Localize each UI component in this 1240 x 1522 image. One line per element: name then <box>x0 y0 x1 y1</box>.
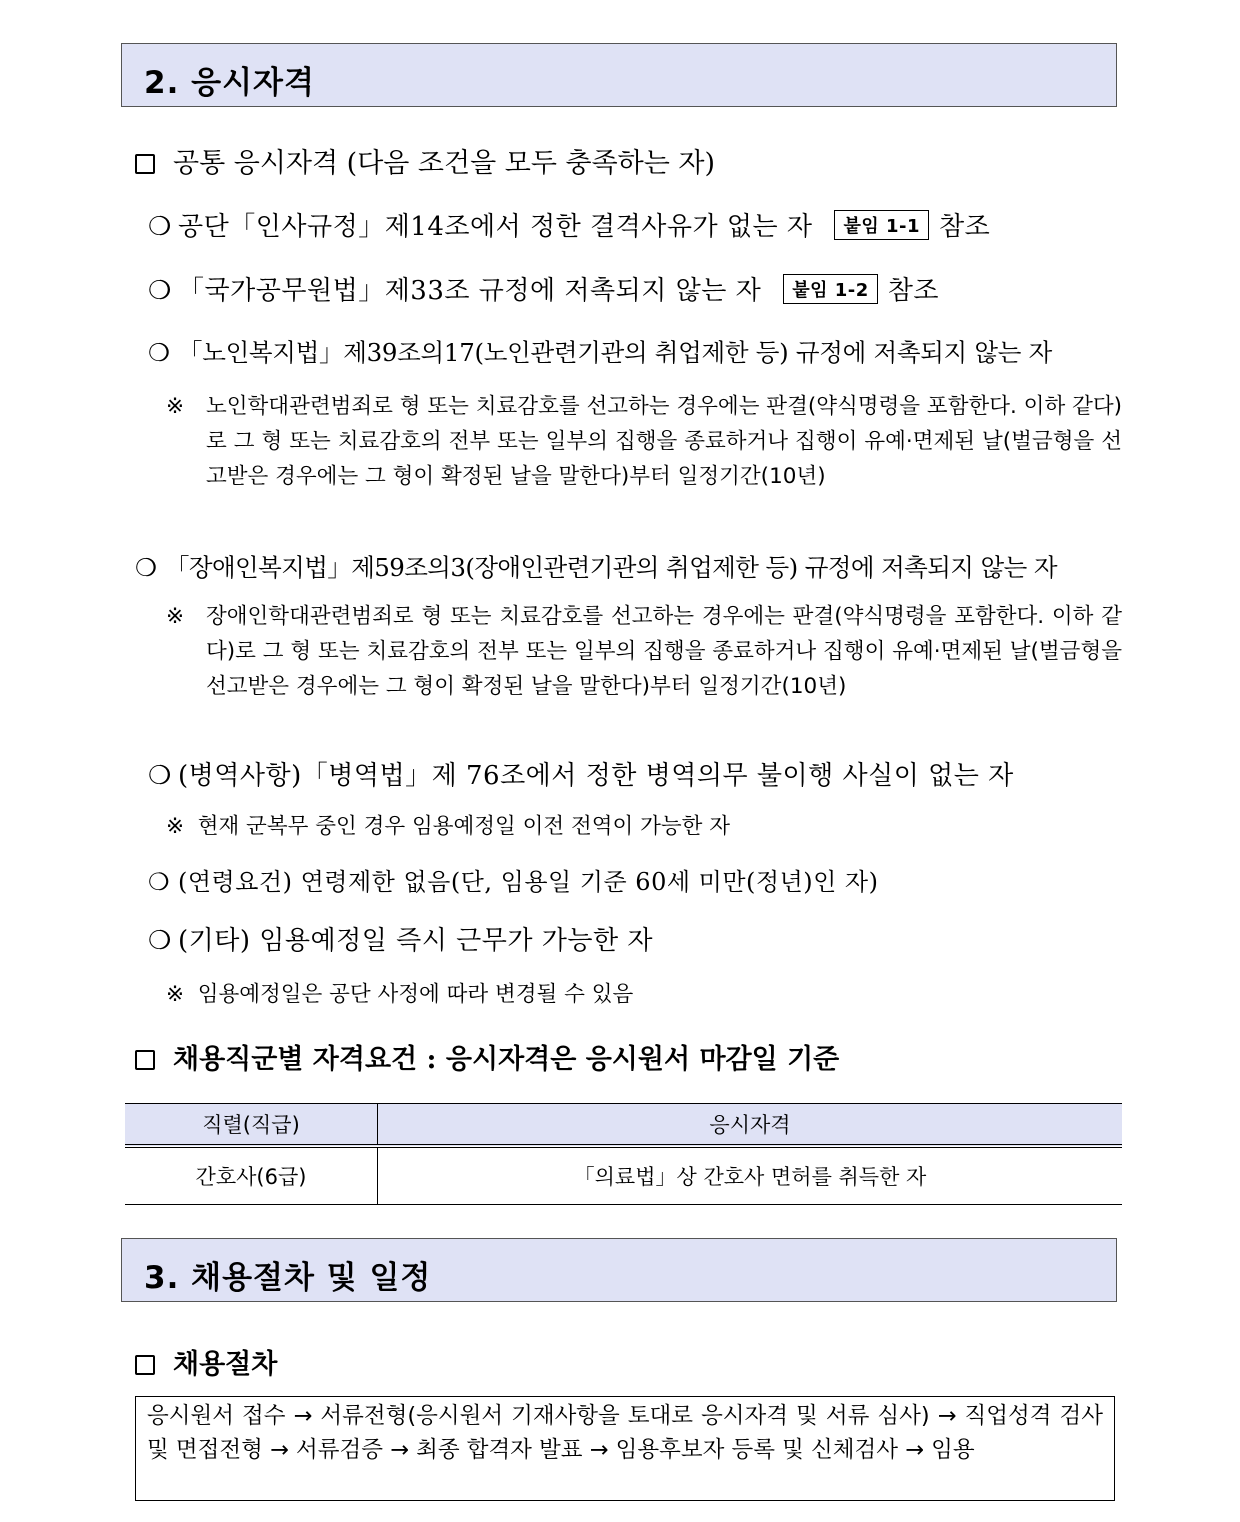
qualification-table <box>125 1103 1122 1205</box>
qualification-item-3: ❍ 「노인복지법」제39조의17(노인관련기관의 취업제한 등) 규정에 저촉되지 않는 자 <box>148 338 1053 367</box>
circle-bullet-icon: ❍ <box>148 761 172 791</box>
table-header-qualification: 응시자격 <box>378 1104 1123 1147</box>
section-3-title: 3. 채용절차 및 일정 <box>144 1260 432 1296</box>
square-bullet-icon <box>135 1050 155 1070</box>
circle-bullet-icon: ❍ <box>148 926 172 956</box>
attachment-tag: 붙임 1-2 <box>783 274 878 304</box>
common-qualifications-heading: 공통 응시자격 (다음 조건을 모두 충족하는 자) <box>135 141 715 180</box>
circle-bullet-icon: ❍ <box>148 338 170 367</box>
circle-bullet-icon: ❍ <box>148 276 172 306</box>
attachment-tag: 붙임 1-1 <box>834 210 929 240</box>
qualification-item-1: ❍ 공단「인사규정」제14조에서 정한 결격사유가 없는 자 붙임 1-1 참조 <box>148 212 991 242</box>
square-bullet-icon <box>135 154 155 174</box>
table-cell-position: 간호사(6급) <box>125 1146 378 1205</box>
section-2-title: 2. 응시자격 <box>144 65 315 101</box>
section-3-header <box>121 1238 1117 1302</box>
square-bullet-icon <box>135 1355 155 1375</box>
qualification-item-2: ❍ 「국가공무원법」제33조 규정에 저촉되지 않는 자 붙임 1-2 참조 <box>148 276 940 306</box>
qualification-item-other: ❍ (기타) 임용예정일 즉시 근무가 가능한 자 <box>148 926 653 956</box>
note-other: ※ 임용예정일은 공단 사정에 따라 변경될 수 있음 <box>166 982 634 1007</box>
qualification-item-age: ❍ (연령요건) 연령제한 없음(단, 임용일 기준 60세 미만(정년)인 자) <box>148 868 879 896</box>
circle-bullet-icon: ❍ <box>135 553 157 582</box>
note-disabled-abuse: ※ 장애인학대관련범죄로 형 또는 치료감호를 선고하는 경우에는 판결(약식명령을 포함한다. 이하 같다)로 그 형 또는 치료감호의 전부 또는 일부의 집행을 종료하거나 집행이 유예·면제된 날(벌금형을 선고받은 경우에는 그 형이 확정된 날을 말한다)부터 일정기간(10년) <box>166 604 1122 699</box>
circle-bullet-icon: ❍ <box>148 212 172 242</box>
table-header-position: 직렬(직급) <box>125 1104 378 1147</box>
note-elderly-abuse: ※ 노인학대관련범죄로 형 또는 치료감호를 선고하는 경우에는 판결(약식명령을 포함한다. 이하 같다)로 그 형 또는 치료감호의 전부 또는 일부의 집행을 종료하거나 집행이 유예·면제된 날(벌금형을 선고받은 경우에는 그 형이 확정된 날을 말한다)부터 일정기간(10년) <box>166 394 1122 489</box>
job-qualification-heading: 채용직군별 자격요건 : 응시자격은 응시원서 마감일 기준 <box>135 1037 839 1076</box>
table-row <box>125 1146 1122 1205</box>
table-cell-qualification: 「의료법」상 간호사 면허를 취득한 자 <box>378 1146 1123 1205</box>
circle-bullet-icon: ❍ <box>148 868 171 896</box>
qualification-item-military: ❍ (병역사항)「병역법」제 76조에서 정한 병역의무 불이행 사실이 없는 자 <box>148 761 1014 791</box>
table-header-row <box>125 1104 1122 1147</box>
note-military: ※ 현재 군복무 중인 경우 임용예정일 이전 전역이 가능한 자 <box>166 814 731 839</box>
process-flow-box: 응시원서 접수 → 서류전형(응시원서 기재사항을 토대로 응시자격 및 서류 심사) → 직업성격 검사 및 면접전형 → 서류검증 → 최종 합격자 발표 → 임용후보자 등록 및 신체검사 → 임용 <box>135 1396 1115 1501</box>
section-2-header <box>121 43 1117 107</box>
qualification-item-4: ❍ 「장애인복지법」제59조의3(장애인관련기관의 취업제한 등) 규정에 저촉되지 않는 자 <box>135 553 1057 582</box>
process-heading: 채용절차 <box>135 1342 277 1381</box>
